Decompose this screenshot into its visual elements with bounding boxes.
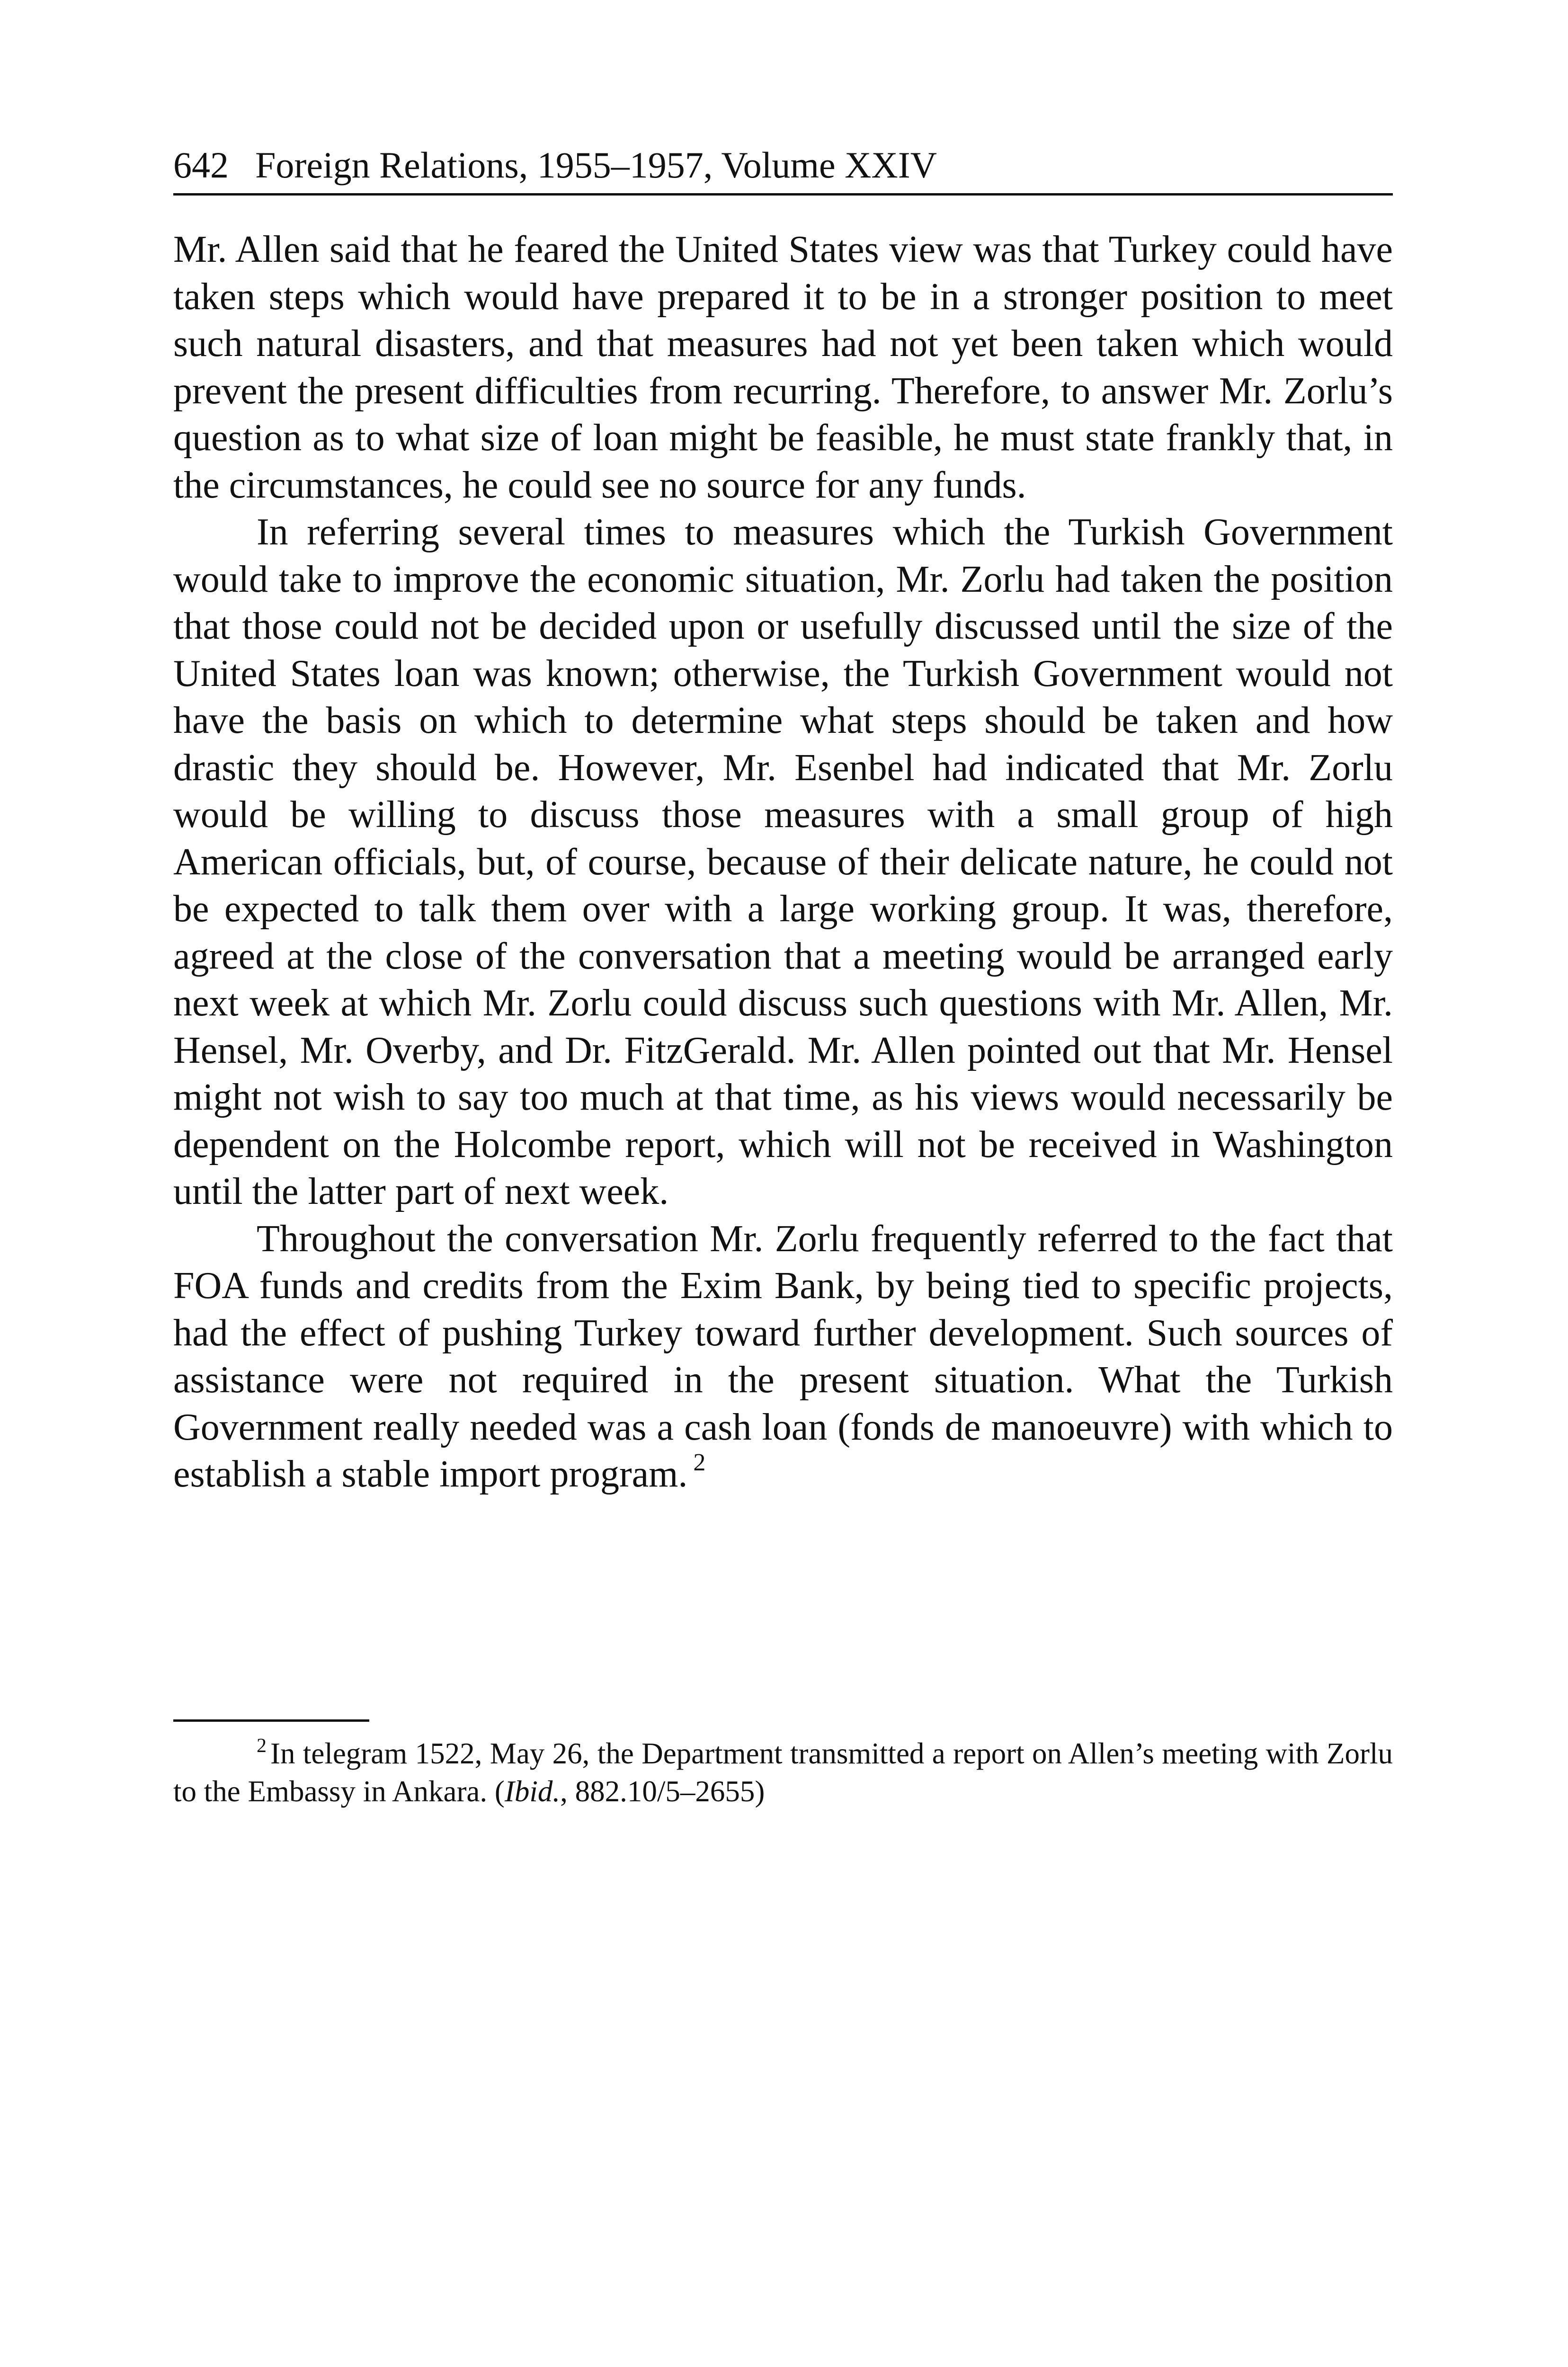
footnote-reference: 2: [693, 1449, 706, 1476]
running-header: [173, 137, 1393, 196]
paragraph-1: [173, 226, 1393, 509]
footnote-text-end: , 882.10/5–2655): [560, 1775, 765, 1808]
paragraph-1-text: Mr. Allen said that he feared the United States view was that Turkey could have taken steps which would have prepared it to be in a stronger position to meet such natural disasters, and that measures had not yet been taken which would prevent the present difficulties from recurring. Therefore, to answer Mr. Zorlu’s question as to what size of loan might be feasible, he must state frankly that, in the circumstances, he could see no source for any funds.: [173, 229, 1393, 506]
body-text: [173, 226, 1393, 1498]
footnote-text: In telegram 1522, May 26, the Department transmitted a report on Allen’s meeting with Zorlu to the Embassy in Ankara. (: [173, 1737, 1393, 1808]
footnote-citation: Ibid.: [504, 1775, 561, 1808]
paragraph-2-text: In referring several times to measures which the Turkish Government would take to improve the economic situation, Mr. Zorlu had taken the position that those could not be decided upon or usefully discussed until the size of the United States loan was known; otherwise, the Turkish Government would not have the basis on which to determine what steps should be taken and how drastic they should be. However, Mr. Esenbel had indicated that Mr. Zorlu would be willing to discuss those measures with a small group of high American officials, but, of course, because of their delicate nature, he could not be expected to talk them over with a large working group. It was, therefore, agreed at the close of the conversation that a meeting would be arranged early next week at which Mr. Zorlu could discuss such questions with Mr. Allen, Mr. Hensel, Mr. Overby, and Dr. FitzGerald. Mr. Allen pointed out that Mr. Hensel might not wish to say too much at that time, as his views would necessarily be dependent on the Holcombe report, which will not be received in Washington until the latter part of next week.: [173, 511, 1393, 1212]
footnote: [173, 1735, 1393, 1810]
paragraph-3: [173, 1216, 1393, 1498]
paragraph-3-text: Throughout the conversation Mr. Zorlu frequently referred to the fact that FOA funds and credits from the Exim Bank, by being tied to specific projects, had the effect of pushing Turkey toward further development. Such sources of assistance were not required in the present situation. What the Turkish Government really needed was a cash loan (fonds de manoeuvre) with which to establish a stable import program.: [173, 1218, 1393, 1495]
running-title: Foreign Relations, 1955–1957, Volume XXIV: [255, 144, 937, 186]
paragraph-2: [173, 509, 1393, 1216]
footnote-divider: [173, 1719, 369, 1722]
footnote-marker: 2: [257, 1735, 267, 1757]
page-number: 642: [173, 144, 229, 186]
